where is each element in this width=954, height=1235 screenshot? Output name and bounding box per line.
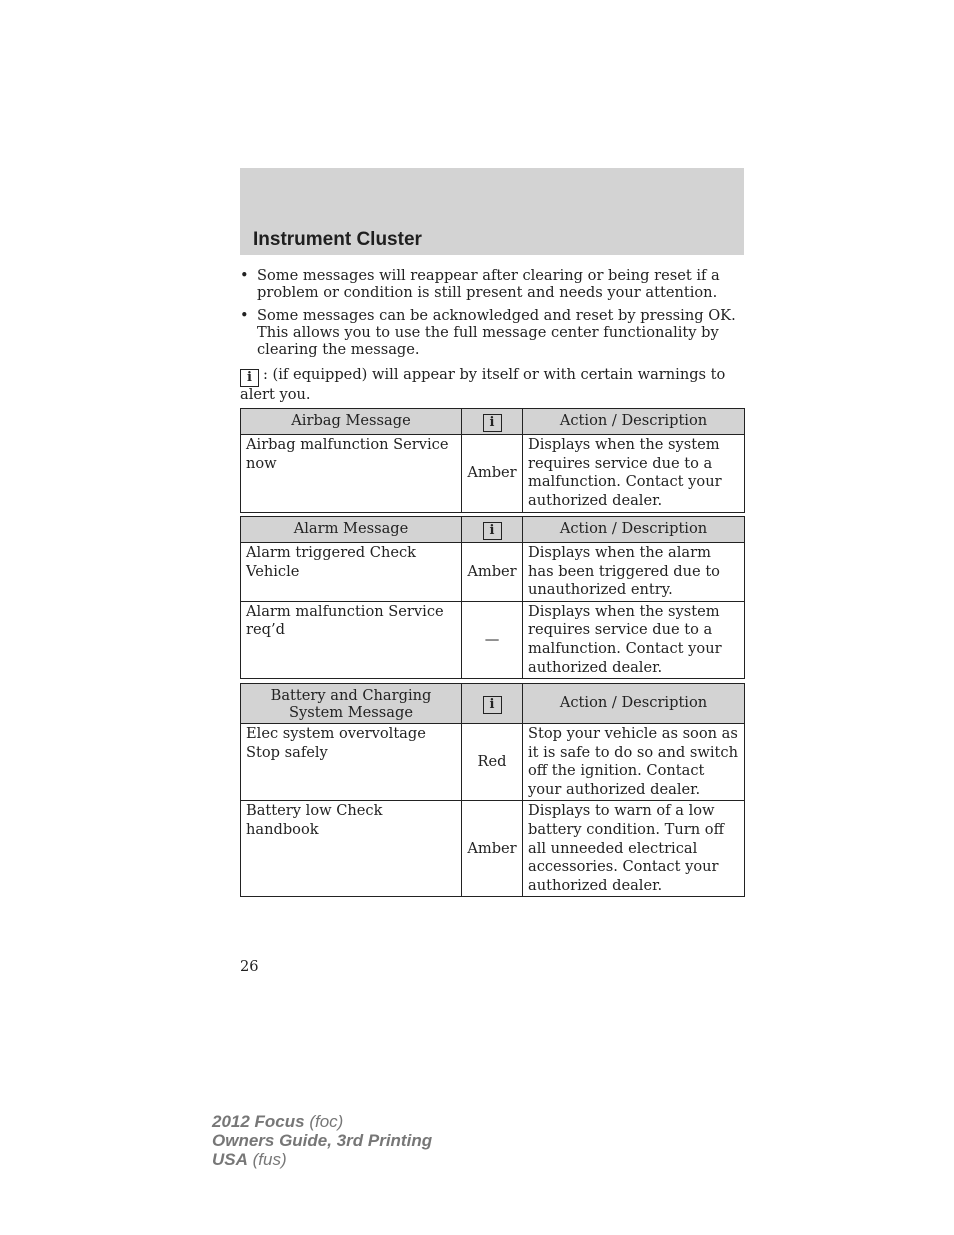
airbag-message-table: [240, 408, 745, 513]
alarm-message-table: [240, 516, 745, 679]
indicator-cell: Amber: [462, 435, 523, 513]
bullet-list: [240, 268, 744, 365]
action-column-header: Action / Description: [523, 684, 745, 724]
table-header-row: [241, 409, 745, 435]
indicator-cell: Amber: [462, 543, 523, 602]
battery-charging-message-table: [240, 683, 745, 897]
action-cell: Displays to warn of a low battery condition. Turn off all unneeded electrical accessories. Contact your authorized dealer.: [523, 801, 745, 897]
table-header-row: [241, 517, 745, 543]
indicator-column-header: [462, 517, 523, 543]
table-row: [241, 801, 745, 897]
footer: [212, 1112, 432, 1169]
message-column-header: Battery and Charging System Message: [241, 684, 462, 724]
table-row: [241, 543, 745, 602]
indicator-cell: —: [462, 601, 523, 678]
action-column-header: Action / Description: [523, 409, 745, 435]
message-column-header: Airbag Message: [241, 409, 462, 435]
info-icon: i: [240, 369, 259, 387]
message-cell: Airbag malfunction Service now: [241, 435, 462, 513]
table-header-row: [241, 684, 745, 724]
footer-line-model: 2012 Focus (foc): [212, 1112, 344, 1131]
bullet-icon: •: [240, 307, 249, 325]
bullet-text: Some messages can be acknowledged and reset by pressing OK. This allows you to use the full message center functionality by clearing the message.: [257, 307, 736, 358]
message-cell: Alarm malfunction Service req’d: [241, 601, 462, 678]
footer-line-region: USA (fus): [212, 1150, 287, 1169]
message-cell: Battery low Check handbook: [241, 801, 462, 897]
message-cell: Alarm triggered Check Vehicle: [241, 543, 462, 602]
bullet-icon: •: [240, 267, 249, 284]
action-column-header: Action / Description: [523, 517, 745, 543]
info-note-text: : (if equipped) will appear by itself or with certain warnings to alert you.: [240, 366, 726, 403]
section-header: [240, 168, 744, 255]
indicator-column-header: [462, 409, 523, 435]
indicator-cell: Red: [462, 724, 523, 801]
indicator-column-header: [462, 684, 523, 724]
page-number: 26: [240, 958, 259, 975]
action-cell: Displays when the alarm has been triggered due to unauthorized entry.: [523, 543, 745, 602]
info-icon: i: [483, 522, 502, 540]
table-row: [241, 435, 745, 513]
bullet-item: [240, 308, 744, 358]
action-cell: Stop your vehicle as soon as it is safe to do so and switch off the ignition. Contact your authorized dealer.: [523, 724, 745, 801]
action-cell: Displays when the system requires service due to a malfunction. Contact your authorized dealer.: [523, 601, 745, 678]
table-row: [241, 724, 745, 801]
table-row: [241, 601, 745, 678]
info-icon: i: [483, 414, 502, 432]
message-column-header: Alarm Message: [241, 517, 462, 543]
bullet-text: Some messages will reappear after clearing or being reset if a problem or condition is still present and needs your attention.: [257, 267, 720, 301]
info-note: [240, 367, 744, 404]
indicator-cell: Amber: [462, 801, 523, 897]
footer-line-guide: Owners Guide, 3rd Printing: [212, 1131, 433, 1150]
bullet-item: [240, 268, 744, 302]
section-title: Instrument Cluster: [253, 229, 422, 250]
action-cell: Displays when the system requires service due to a malfunction. Contact your authorized dealer.: [523, 435, 745, 513]
info-icon: i: [483, 696, 502, 714]
message-cell: Elec system overvoltage Stop safely: [241, 724, 462, 801]
